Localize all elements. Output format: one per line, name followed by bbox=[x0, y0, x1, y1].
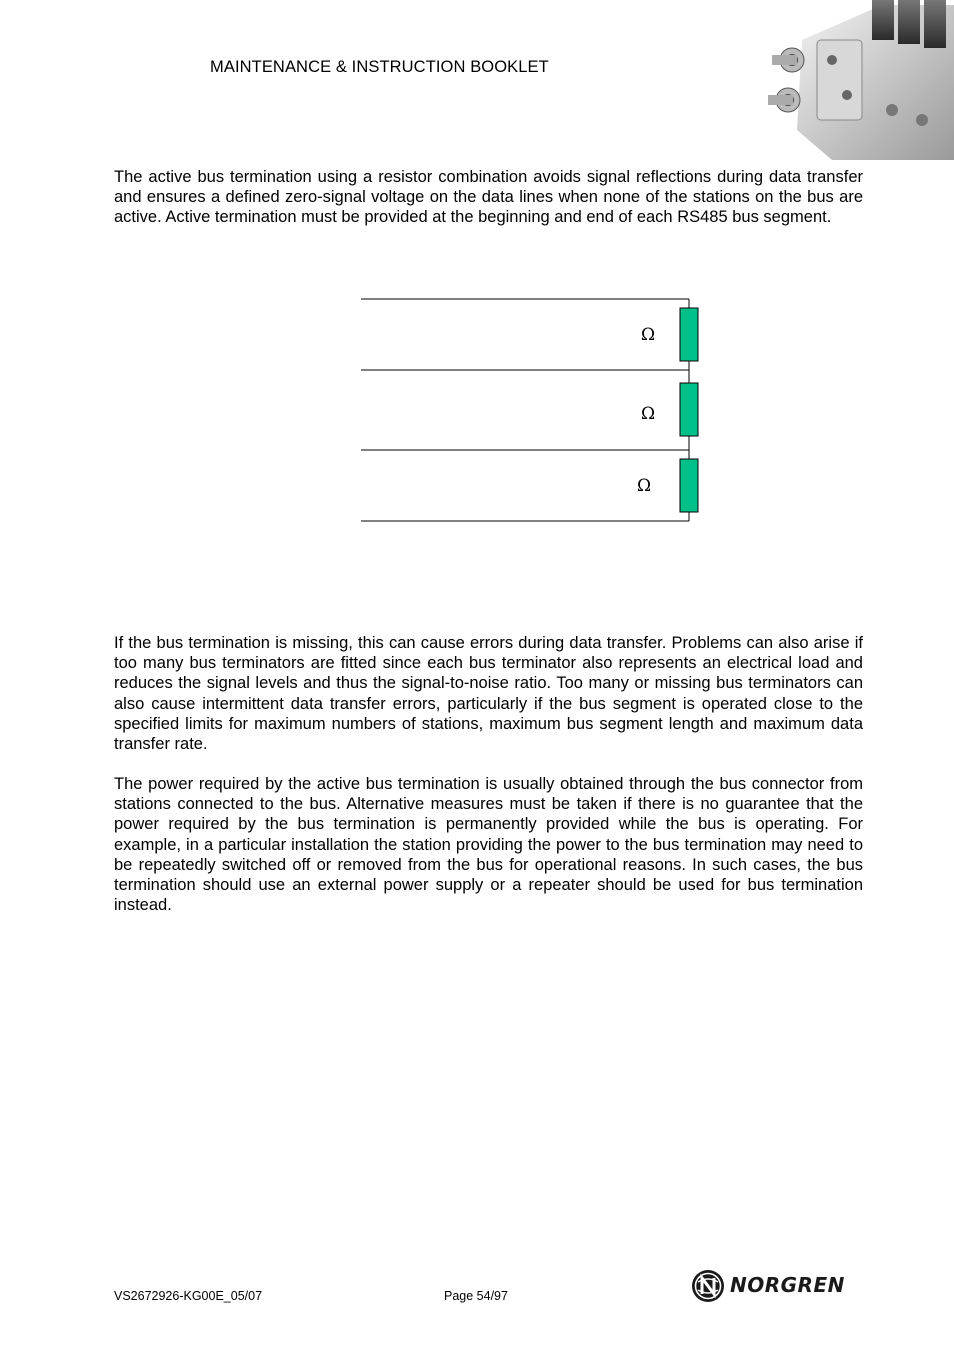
valve-manifold-image bbox=[762, 0, 954, 160]
norgren-globe-logo-icon bbox=[690, 1268, 726, 1304]
resistor-3 bbox=[680, 459, 698, 512]
resistor-2 bbox=[680, 383, 698, 436]
document-number: VS2672926-KG00E_05/07 bbox=[114, 1289, 263, 1303]
resistor-1 bbox=[680, 308, 698, 361]
resistor-2-unit: Ω bbox=[641, 404, 656, 424]
paragraph-missing-termination: If the bus termination is missing, this can cause errors during data transfer. Problems can also arise if too many bus terminators are fitted since each bus terminator also represents an electrical load and reduces the signal levels and thus the signal-to-noise ratio. Too many or missing bus terminators can also cause intermittent data transfer errors, particularly if the bus segment is operated close to the specified limits for maximum numbers of stations, maximum bus segment length and maximum data transfer rate. bbox=[114, 634, 863, 754]
resistor-3-unit: Ω bbox=[637, 476, 652, 496]
logo-wordmark: NORGREN bbox=[730, 1273, 845, 1297]
bus-termination-diagram bbox=[358, 296, 703, 526]
header-title: MAINTENANCE & INSTRUCTION BOOKLET bbox=[210, 58, 549, 76]
page-number: Page 54/97 bbox=[444, 1289, 508, 1303]
paragraph-termination-power: The power required by the active bus termination is usually obtained through the bus connector from stations connected to the bus. Alternative measures must be taken if there is no guarantee that the power required by the bus termination is permanently provided while the bus is operating. For example, in a particular installation the station providing the power to the bus termination may need to be repeatedly switched off or removed from the bus for operational reasons. In such cases, the bus termination should use an external power supply or a repeater should be used for bus termination instead. bbox=[114, 775, 863, 915]
paragraph-bus-termination-intro: The active bus termination using a resistor combination avoids signal reflections during data transfer and ensures a defined zero-signal voltage on the data lines when none of the stations on the bus are active. Active termination must be provided at the beginning and end of each RS485 bus segment. bbox=[114, 168, 863, 227]
resistor-1-unit: Ω bbox=[641, 325, 656, 345]
norgren-logo bbox=[690, 1268, 868, 1304]
